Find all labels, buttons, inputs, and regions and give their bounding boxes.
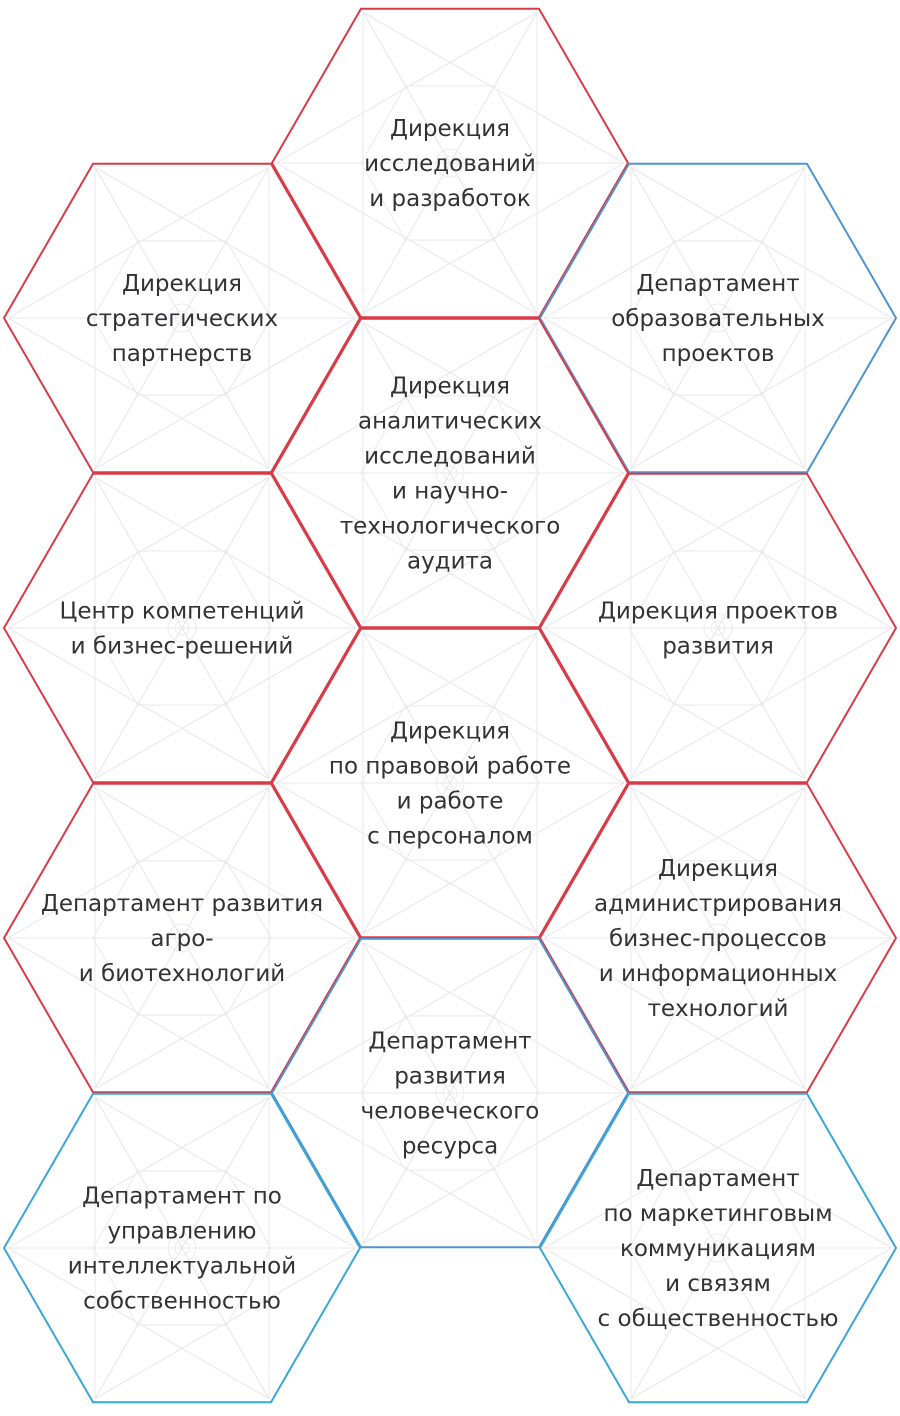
hex-label-line: управлению [107,1218,257,1245]
hex-label-line: развития [394,1063,506,1090]
hex-label-line: и работе [396,788,504,815]
hex-label [611,271,825,367]
hex-research-development [272,9,628,317]
hex-label-line: Центр компетенций [59,598,305,625]
hex-label [364,116,536,212]
hex-label-line: Дирекция [122,271,242,297]
hex-label-line: Департамент [368,1028,532,1055]
hex-label-line: образовательных [611,306,825,332]
hex-label-line: с персоналом [367,823,533,850]
hex-label-line: Департамент [636,271,800,297]
hex-label-line: и разработок [369,186,531,212]
hex-marketing-communications [540,1094,896,1402]
hex-pattern-decoration [276,322,624,623]
hex-pattern-decoration [544,477,892,778]
hex-competence-center [4,474,360,782]
hex-label-line: технологий [647,996,789,1022]
hex-label-line: и биотехнологий [78,961,286,987]
hex-label-line: аудита [406,548,494,575]
hex-label-line: человеческого [360,1098,540,1125]
hex-pattern-decoration [276,632,624,933]
hex-label-line: Дирекция [390,373,510,400]
hex-label-line: Дирекция [390,718,510,745]
hex-label-line: и бизнес-решений [70,633,294,660]
hex-analytical-research [272,319,628,627]
hex-pattern-decoration [276,942,624,1243]
hex-label-line: Дирекция [658,856,778,882]
hex-label-line: исследований [364,443,536,470]
hex-label-line: Департамент по [82,1183,282,1210]
hex-label [41,891,323,987]
hex-label-line: партнерств [111,341,253,367]
hex-educational-projects [540,164,896,472]
hex-label [86,271,278,367]
hex-label-line: ресурса [401,1133,499,1160]
hex-label-line: развития [662,633,774,660]
hex-label-line: коммуникациям [619,1236,817,1262]
hex-legal-hr [272,629,628,937]
hex-label-line: по маркетинговым [603,1201,833,1227]
hex-label-line: и связям [665,1271,771,1297]
hex-label-line: по правовой работе [328,753,572,780]
hex-pattern-decoration [8,1097,356,1398]
hex-label-line: Дирекция проектов [597,598,839,625]
hex-label-line: интеллектуальной [67,1253,297,1280]
hex-label [598,1166,839,1332]
hex-development-projects [540,474,896,782]
hex-label-line: исследований [364,151,536,177]
hex-intellectual-property [4,1094,360,1402]
hex-pattern-decoration [8,477,356,778]
hex-label-line: Департамент развития [40,891,324,917]
hex-label-line: проектов [661,341,775,367]
hex-business-processes-it [540,784,896,1092]
hex-label-line: Дирекция [390,116,510,142]
hex-label-line: с общественностью [597,1306,839,1332]
hex-label-line: и информационных [598,961,838,987]
hex-label-line: и научно- [392,478,508,505]
hex-label-line: агро- [150,926,214,952]
hex-label-line: Департамент [636,1166,800,1192]
hex-label-line: бизнес-процессов [609,926,827,952]
hex-agro-biotech [4,784,360,1092]
hex-label-line: аналитических [357,408,543,435]
hex-label-line: собственностью [83,1288,281,1315]
hex-label-line: стратегических [85,306,279,332]
hex-human-resource [272,939,628,1247]
hex-label-line: администрирования [593,891,843,917]
hex-label [598,599,838,660]
hex-label-line: технологического [339,513,561,540]
hex-strategic-partnerships [4,164,360,472]
